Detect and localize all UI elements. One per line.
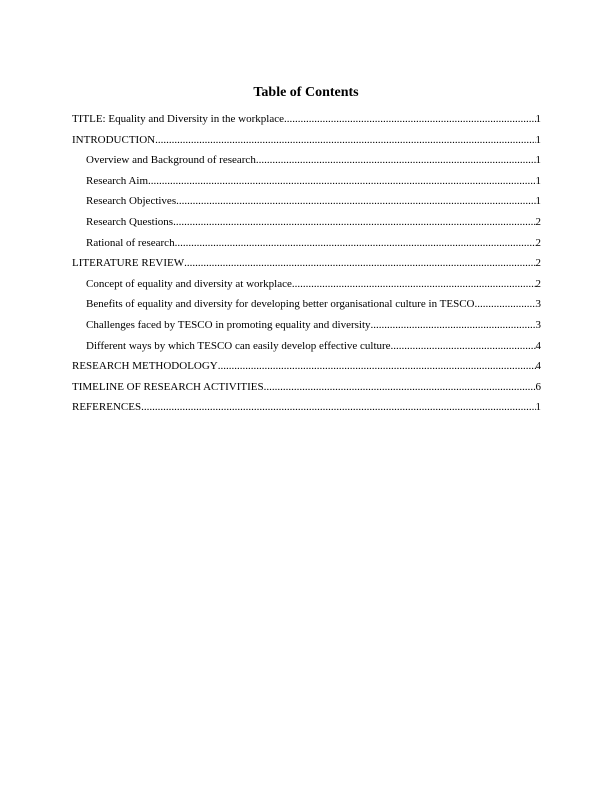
toc-entry-text: Rational of research xyxy=(86,236,175,249)
toc-page-number: 2 xyxy=(535,277,541,290)
toc-dot-leader xyxy=(148,174,535,188)
toc-entry-text: RESEARCH METHODOLOGY xyxy=(72,360,218,373)
toc-page-number: 4 xyxy=(535,360,541,373)
toc-page-number: 1 xyxy=(535,174,541,187)
toc-page-number: 3 xyxy=(535,298,541,311)
toc-entry-text: Benefits of equality and diversity for developing better organisational culture in TESCO xyxy=(86,298,475,311)
toc-entry[interactable] xyxy=(72,112,541,133)
toc-entry-text: Different ways by which TESCO can easily develop effective culture xyxy=(86,339,391,352)
toc-entry[interactable] xyxy=(72,256,541,277)
toc-dot-leader xyxy=(292,277,536,291)
toc-page-number: 2 xyxy=(535,215,541,228)
toc-entry-text: Challenges faced by TESCO in promoting equality and diversity xyxy=(86,318,371,331)
toc-dot-leader xyxy=(371,318,536,332)
toc-dot-leader xyxy=(256,153,536,167)
toc-page-number: 1 xyxy=(535,113,541,125)
toc-entry[interactable] xyxy=(72,318,541,339)
toc-dot-leader xyxy=(264,380,536,394)
toc-dot-leader xyxy=(155,133,535,147)
toc-dot-leader xyxy=(391,339,536,353)
toc-entry-text: Overview and Background of research xyxy=(86,154,256,167)
toc-dot-leader xyxy=(141,400,535,414)
toc-dot-leader xyxy=(175,236,536,250)
toc-entry-text: Research Aim xyxy=(86,174,149,187)
toc-entry-text: INTRODUCTION xyxy=(72,133,156,146)
toc-page-number: 1 xyxy=(535,133,541,146)
toc-entry[interactable] xyxy=(72,236,541,257)
toc-dot-leader xyxy=(474,297,535,311)
toc-page-number: 6 xyxy=(535,380,541,393)
toc-page-number: 3 xyxy=(535,318,541,331)
toc-page-number: 1 xyxy=(535,401,541,414)
toc-dot-leader xyxy=(284,112,536,126)
toc-entry[interactable] xyxy=(72,297,541,318)
toc-entry-text: Research Questions xyxy=(86,215,174,228)
toc-entry-text: TIMELINE OF RESEARCH ACTIVITIES xyxy=(72,380,264,393)
toc-page-number: 4 xyxy=(535,339,541,352)
toc-dot-leader xyxy=(173,215,535,229)
toc-dot-leader xyxy=(218,359,536,373)
toc-entry[interactable] xyxy=(72,194,541,215)
toc-entry[interactable] xyxy=(72,277,541,298)
toc-heading: Table of Contents xyxy=(253,85,359,100)
toc-entry[interactable] xyxy=(72,380,541,401)
toc-entry[interactable] xyxy=(72,174,541,195)
toc-entry[interactable] xyxy=(72,153,541,174)
toc-entry[interactable] xyxy=(72,359,541,380)
toc-entry-text: REFERENCES xyxy=(72,401,142,414)
toc-entry[interactable] xyxy=(72,339,541,360)
toc-dot-leader xyxy=(176,194,535,208)
toc-entry-text: LITERATURE REVIEW xyxy=(72,257,185,270)
toc-page-number: 1 xyxy=(535,195,541,208)
toc-list xyxy=(72,112,541,421)
toc-entry-text: TITLE: Equality and Diversity in the workplace xyxy=(72,113,284,125)
toc-entry-text: Research Objectives xyxy=(86,195,177,208)
toc-entry[interactable] xyxy=(72,400,541,421)
toc-entry[interactable] xyxy=(72,133,541,154)
toc-entry[interactable] xyxy=(72,215,541,236)
toc-page-number: 2 xyxy=(535,236,541,249)
toc-page-number: 2 xyxy=(535,257,541,270)
toc-dot-leader xyxy=(184,256,535,270)
toc-entry-text: Concept of equality and diversity at workplace xyxy=(86,277,292,290)
toc-page-number: 1 xyxy=(535,154,541,167)
